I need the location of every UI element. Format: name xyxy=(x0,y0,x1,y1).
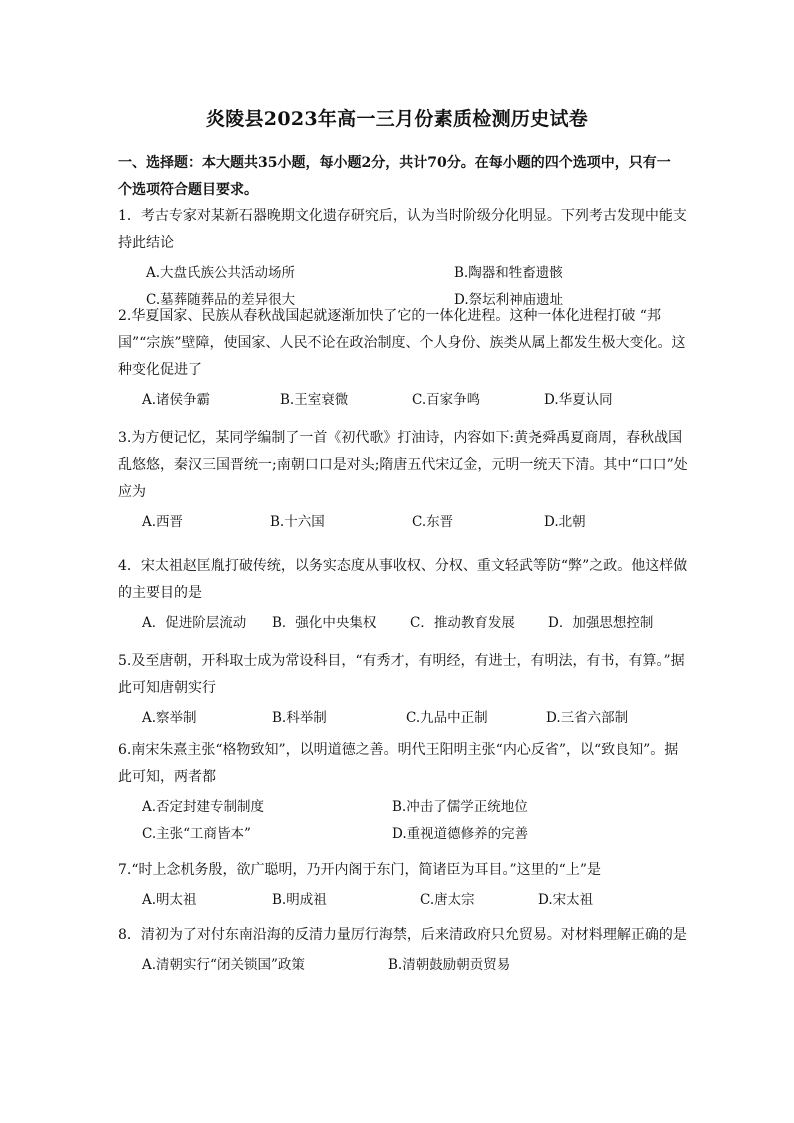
page-title: 炎陵县2023年高一三月份素质检测历史试卷 xyxy=(205,108,589,130)
option-a: A．促进阶层流动 xyxy=(142,615,247,631)
question-4 xyxy=(118,553,690,634)
question-7 xyxy=(118,857,690,911)
option-a: A.明太祖 xyxy=(142,892,197,908)
option-c: C.唐太宗 xyxy=(420,892,475,908)
option-b: B.清朝鼓励朝贡贸易 xyxy=(388,957,511,973)
question-8 xyxy=(118,922,690,976)
option-b: B.明成祖 xyxy=(272,892,327,908)
option-d: D.祭坛利神庙遗址 xyxy=(454,292,564,308)
option-row xyxy=(118,702,690,729)
option-b: B.冲击了儒学正统地位 xyxy=(392,799,528,815)
option-a: A.西晋 xyxy=(142,514,184,530)
question-stem: 3.为方便记忆，某同学编制了一首《初代歌》打油诗，内容如下:黄尧舜禹夏商周，春秋战国乱悠悠，秦汉三国晋统一;南朝口口是对头;隋唐五代宋辽金，元明一统天下清。其中“口口”处应为 xyxy=(118,430,688,500)
option-a: A.清朝实行“闭关锁国”政策 xyxy=(142,957,305,973)
option-b: B．强化中央集权 xyxy=(272,615,377,631)
option-d: D.三省六部制 xyxy=(546,710,629,726)
option-a: A.诸侯争霸 xyxy=(142,392,211,408)
option-row xyxy=(118,607,690,634)
option-b: B.十六国 xyxy=(270,514,325,530)
section-heading: 一、选择题：本大题共35小题，每小题2分，共计70分。在每小题的四个选项中，只有一个选项符合题目要求。 xyxy=(118,155,671,198)
question-stem: 5.及至唐朝，开科取士成为常设科目，“有秀才，有明经，有进士，有明法，有书，有算。”据此可知唐朝实行 xyxy=(118,653,685,696)
option-d: D.宋太祖 xyxy=(538,892,594,908)
question-stem: 1．考古专家对某新石器晚期文化遗存研究后，认为当时阶级分化明显。下列考古发现中能支持此结论 xyxy=(118,208,687,251)
question-1 xyxy=(118,203,690,311)
option-c: C.九品中正制 xyxy=(406,710,488,726)
option-d: D.北朝 xyxy=(544,514,586,530)
option-a: A.否定封建专制制度 xyxy=(142,799,265,815)
option-b: B.科举制 xyxy=(272,710,327,726)
option-a: A.察举制 xyxy=(142,710,197,726)
question-stem: 4．宋太祖赵匡胤打破传统，以务实态度从事收权、分权、重文轻武等防“弊”之政。他这样做的主要目的是 xyxy=(118,558,688,601)
question-6 xyxy=(118,737,690,845)
option-c: C.东晋 xyxy=(412,514,454,530)
question-5 xyxy=(118,648,690,729)
question-2 xyxy=(118,303,690,411)
option-a: A.大盘氏族公共活动场所 xyxy=(146,265,296,281)
option-row xyxy=(118,818,690,845)
option-c: C.主张“工商皆本” xyxy=(142,826,251,842)
option-row xyxy=(118,884,690,911)
option-row xyxy=(118,949,690,976)
question-stem: 2.华夏国家、民族从春秋战国起就逐渐加快了它的一体化进程。这种一体化进程打破 “邦国”“宗族”壁障，使国家、人民不论在政治制度、个人身份、族类从属上都发生极大变化。这种变化促进了 xyxy=(118,308,686,378)
option-c: C.墓葬随葬品的差异很大 xyxy=(146,292,296,308)
option-d: D.重视道德修养的完善 xyxy=(392,826,529,842)
option-row xyxy=(118,791,690,818)
option-c: C.百家争鸣 xyxy=(412,392,481,408)
question-3 xyxy=(118,425,690,533)
option-d: D．加强思想控制 xyxy=(548,615,654,631)
option-b: B.王室衰微 xyxy=(280,392,349,408)
option-b: B.陶器和牲畜遗骸 xyxy=(454,265,563,281)
question-stem: 6.南宋朱熹主张“格物致知”，以明道德之善。明代王阳明主张“内心反省”，以“致良知”。据此可知，两者都 xyxy=(118,742,679,785)
option-d: D.华夏认同 xyxy=(544,392,613,408)
question-stem: 8．清初为了对付东南沿海的反清力量厉行海禁，后来清政府只允贸易。对材料理解正确的是 xyxy=(118,927,687,943)
option-row xyxy=(118,384,690,411)
question-stem: 7.“时上念机务殷，欲广聪明，乃开内阁于东门，简诸臣为耳目。”这里的“上”是 xyxy=(118,862,601,878)
option-row xyxy=(118,257,690,284)
option-c: C．推动教育发展 xyxy=(410,615,515,631)
option-row xyxy=(118,506,690,533)
